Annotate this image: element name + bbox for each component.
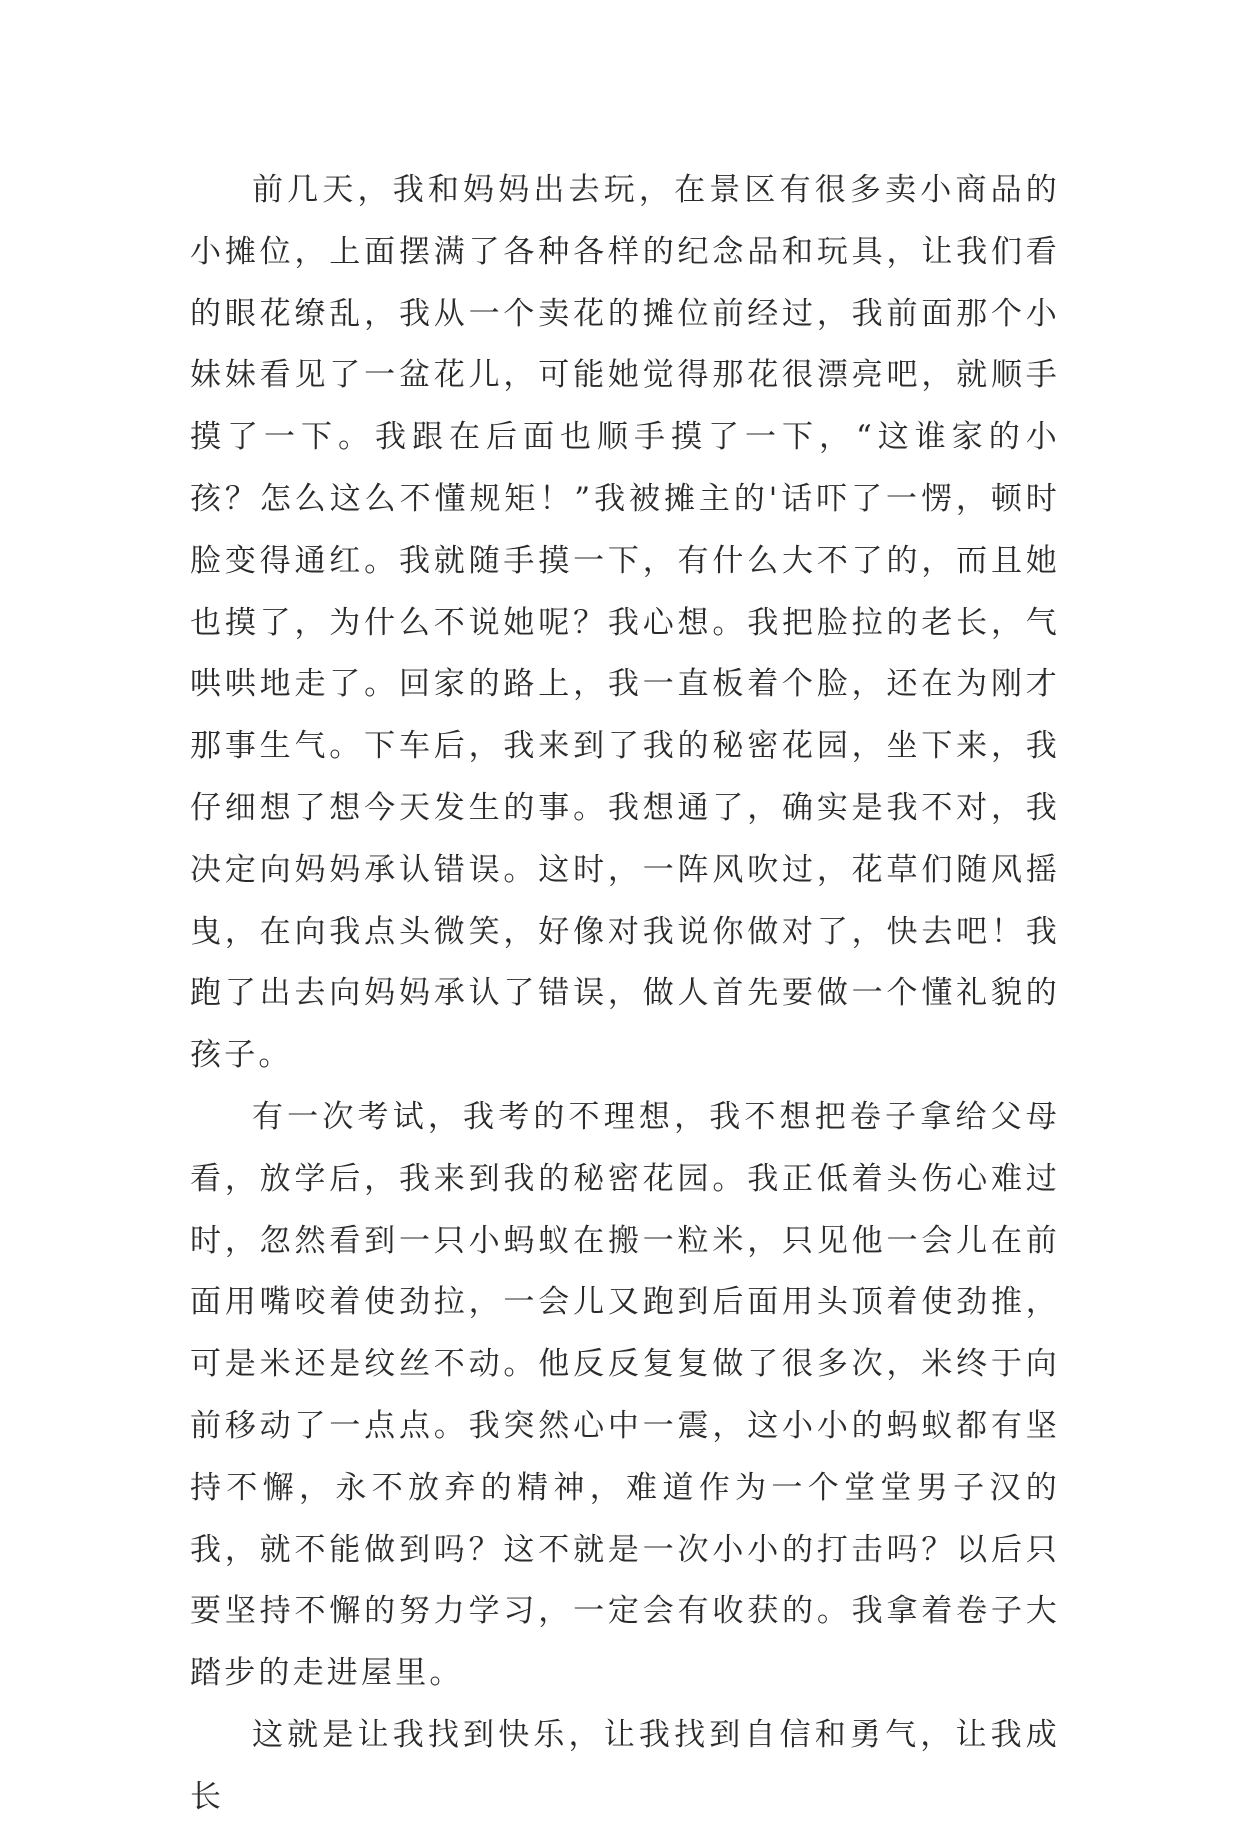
document-body — [190, 160, 1060, 1829]
paragraph-2: 有一次考试，我考的不理想，我不想把卷子拿给父母看，放学后，我来到我的秘密花园。我正低着头伤心难过时，忽然看到一只小蚂蚁在搬一粒米，只见他一会儿在前面用嘴咬着使劲拉，一会儿又跑到后面用头顶着使劲推，可是米还是纹丝不动。他反反复复做了很多次，米终于向前移动了一点点。我突然心中一震，这小小的蚂蚁都有坚持不懈，永不放弃的精神，难道作为一个堂堂男子汉的我，就不能做到吗？这不就是一次小小的打击吗？以后只要坚持不懈的努力学习，一定会有收获的。我拿着卷子大踏步的走进屋里。 — [190, 1098, 1060, 1692]
paragraph-3: 这就是让我找到快乐，让我找到自信和勇气，让我成长 — [190, 1716, 1060, 1815]
paragraph-1: 前几天，我和妈妈出去玩，在景区有很多卖小商品的小摊位，上面摆满了各种各样的纪念品和玩具，让我们看的眼花缭乱，我从一个卖花的摊位前经过，我前面那个小妹妹看见了一盆花儿，可能她觉得那花很漂亮吧，就顺手摸了一下。我跟在后面也顺手摸了一下，“这谁家的小孩？怎么这么不懂规矩！”我被摊主的'话吓了一愣，顿时脸变得通红。我就随手摸一下，有什么大不了的，而且她也摸了，为什么不说她呢？我心想。我把脸拉的老长，气哄哄地走了。回家的路上，我一直板着个脸，还在为刚才那事生气。下车后，我来到了我的秘密花园，坐下来，我仔细想了想今天发生的事。我想通了，确实是我不对，我决定向妈妈承认错误。这时，一阵风吹过，花草们随风摇曳，在向我点头微笑，好像对我说你做对了，快去吧！我跑了出去向妈妈承认了错误，做人首先要做一个懂礼貌的孩子。 — [190, 172, 1060, 1074]
